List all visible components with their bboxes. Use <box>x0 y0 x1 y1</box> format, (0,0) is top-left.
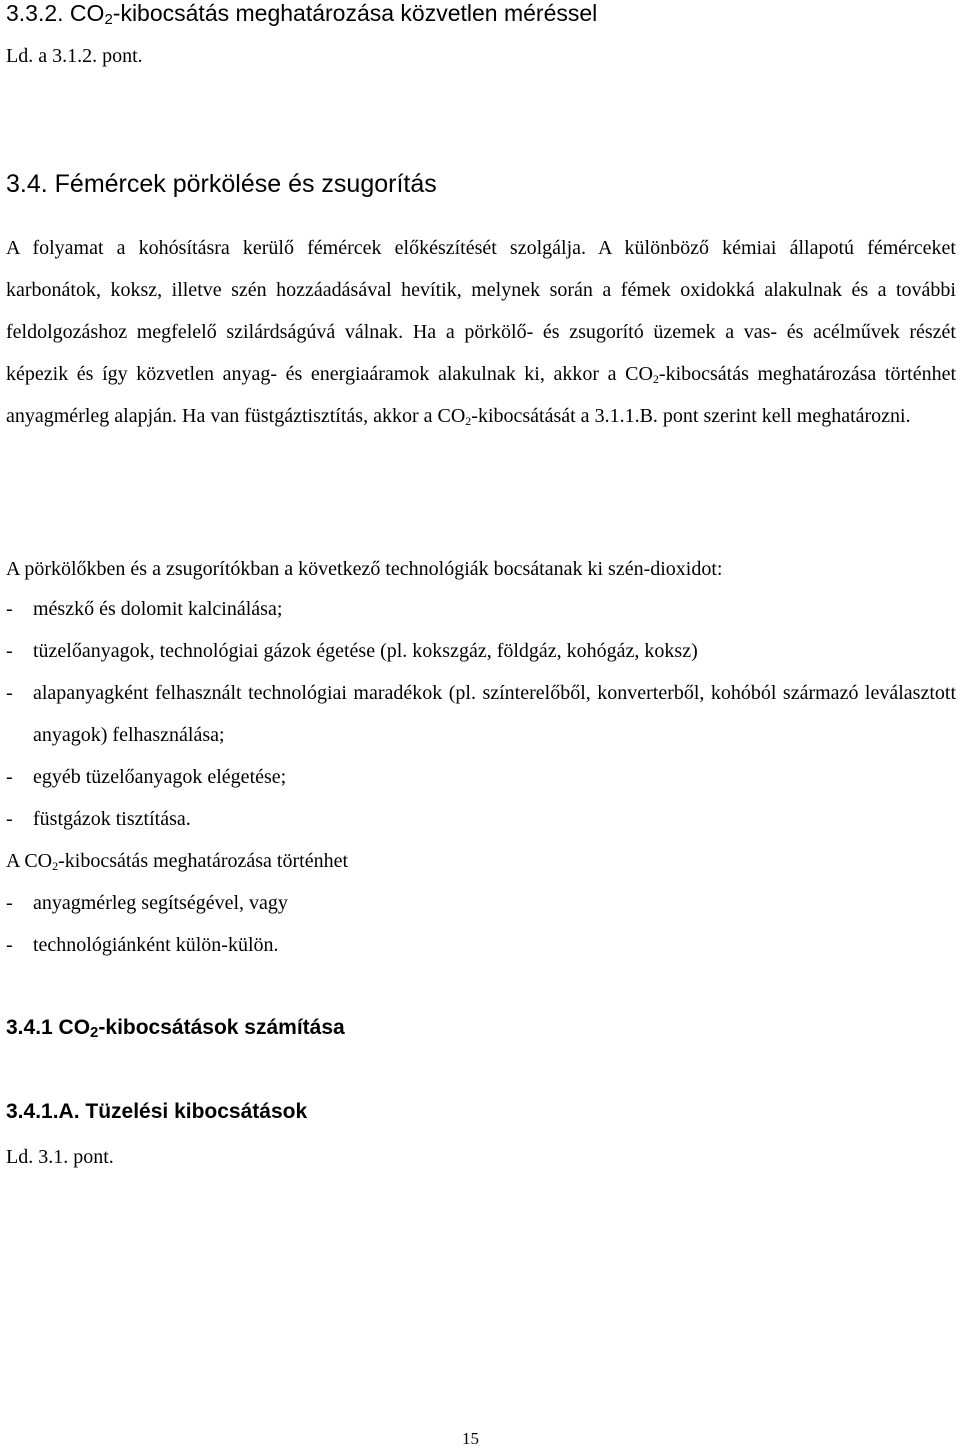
list-item <box>6 924 956 966</box>
list-item <box>6 672 956 756</box>
section-heading-3-4-1: 3.4.1 $CO_2$-kibocsátások számítása <box>6 1016 345 1041</box>
list-dash: - <box>6 808 13 830</box>
list-item-text: füstgázok tisztítása. <box>33 808 191 830</box>
list-dash: - <box>6 766 13 788</box>
list-intro-text: A $CO_2$-kibocsátás meghatározása történhet <box>6 850 348 873</box>
section-heading-3-4-1-A: 3.4.1.A. Tüzelési kibocsátások <box>6 1100 308 1123</box>
section-heading-3-3-2: 3.3.2. $CO_2$-kibocsátás meghatározása közvetlen méréssel <box>6 0 598 28</box>
list-dash: - <box>6 682 13 704</box>
list-item-text: alapanyagként felhasznált technológiai maradékok (pl. színterelőből, konverterből, kohóból származó leválasztott anyagok) felhasználása; <box>33 682 956 746</box>
list-item-text: technológiánként külön-külön. <box>33 934 279 956</box>
list-dash: - <box>6 640 13 662</box>
reference-text: Ld. a 3.1.2. pont. <box>6 45 143 67</box>
list-intro-text: A pörkölőkben és a zsugorítókban a következő technológiák bocsátanak ki szén-dioxidot: <box>6 558 723 580</box>
list-dash: - <box>6 598 13 620</box>
section-heading-3-4: 3.4. Fémércek pörkölése és zsugorítás <box>6 170 437 198</box>
list-item <box>6 588 956 630</box>
list-item <box>6 756 956 798</box>
list-item-text: egyéb tüzelőanyagok elégetése; <box>33 766 287 788</box>
list-item-text: mészkő és dolomit kalcinálása; <box>33 598 283 620</box>
list-item-text: anyagmérleg segítségével, vagy <box>33 892 288 914</box>
list-item <box>6 882 956 924</box>
list-item-text: tüzelőanyagok, technológiai gázok égetése (pl. kokszgáz, földgáz, kohógáz, koksz) <box>33 640 698 662</box>
page-number: 15 <box>462 1429 479 1448</box>
list-dash: - <box>6 892 13 914</box>
list-item <box>6 630 956 672</box>
body-paragraph: A folyamat a kohósításra kerülő fémércek előkészítését szolgálja. A különböző kémiai állapotú fémérceket karbonátok, koksz, illetve szén hozzáadásával hevítik, melynek során a fémek oxidokká alakulnak és a további feldolgozáshoz megfelelő szilárdságúvá válnak. Ha a pörkölő- és zsugorító üzemek a vas- és acélművek részét képezik és így közvetlen anyag- és energiaáramok alakulnak ki, akkor a $CO_2$-kibocsátás meghatározása történhet anyagmérleg alapján. Ha van füstgáztisztítás, akkor a $CO_2$-kibocsátását a 3.1.1.B. pont szerint kell meghatározni. <box>6 237 957 428</box>
list-dash: - <box>6 934 13 956</box>
reference-text: Ld. 3.1. pont. <box>6 1146 114 1168</box>
list-item <box>6 798 956 840</box>
